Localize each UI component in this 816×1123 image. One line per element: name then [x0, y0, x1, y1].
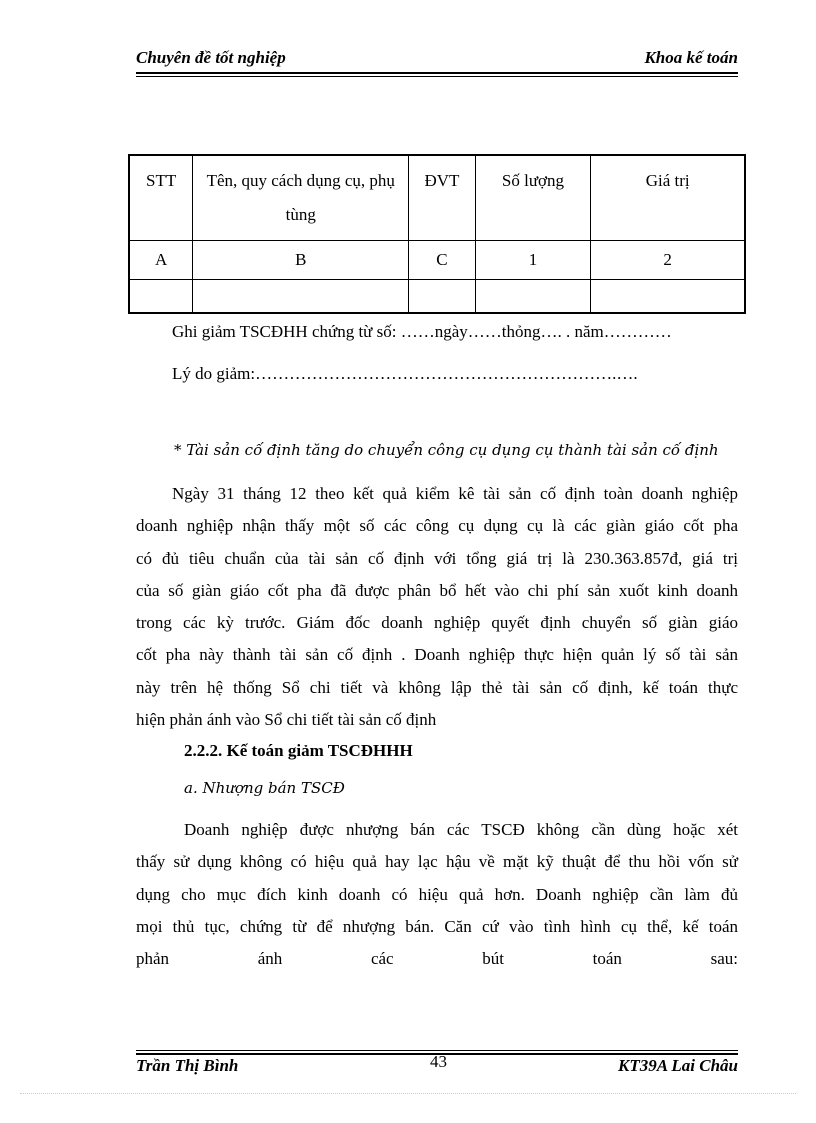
- subsection-title: a. Nhượng bán TSCĐ: [184, 779, 345, 797]
- paragraph-line: phản ánh các bút toán sau:: [136, 949, 738, 969]
- paragraph-line: này trên hệ thống Sổ chi tiết và không lập thẻ tài sản cố định, kế toán thực: [136, 677, 738, 697]
- paragraph-line: hiện phản ánh vào Sổ chi tiết tài sản cố định: [136, 710, 437, 730]
- table-cell: [409, 280, 476, 314]
- page-footer: [136, 1052, 738, 1080]
- table-header-row: [129, 155, 745, 241]
- page-number: 43: [430, 1052, 447, 1071]
- footer-author: Trần Thị Bình: [136, 1056, 239, 1075]
- table-cell: [591, 280, 745, 314]
- table-cell: [475, 280, 591, 314]
- table-cell: 2: [591, 241, 745, 280]
- footer-class: KT39A Lai Châu: [618, 1056, 738, 1075]
- page-boundary: [20, 1093, 796, 1094]
- subheading: 2.2.2. Kế toán giảm TSCĐHHH: [184, 741, 413, 760]
- paragraph-line: có đủ tiêu chuẩn của tài sản cố định với tổng giá trị là 230.363.857đ, giá trị: [136, 548, 738, 568]
- paragraph-line: thấy sử dụng không có hiệu quả hay lạc hậu về mặt kỹ thuật để thu hồi vốn sử: [136, 852, 738, 872]
- paragraph-2: [136, 814, 738, 975]
- header-rule: [136, 72, 738, 74]
- paragraph-line: doanh nghiệp nhận thấy một số các công cụ dụng cụ là các giàn giáo cốt pha: [136, 516, 738, 536]
- table-header-cell: STT: [129, 155, 193, 241]
- table-row-empty: [129, 280, 745, 314]
- paragraph-1: [136, 478, 738, 736]
- table-header-cell: Giá trị: [591, 155, 745, 241]
- table-cell: [129, 280, 193, 314]
- header-department: Khoa kế toán: [644, 48, 738, 67]
- form-line-reduction: Ghi giảm TSCĐHH chứng từ số: ……ngày……thỏng…. . năm…………: [172, 322, 672, 341]
- page-header: [136, 48, 738, 72]
- paragraph-line: dụng cho mục đích kinh doanh có hiệu quả hơn. Doanh nghiệp cần làm đủ: [136, 884, 738, 904]
- table-cell: 1: [475, 241, 591, 280]
- table-header-cell: ĐVT: [409, 155, 476, 241]
- table-header-cell: Tên, quy cách dụng cụ, phụ tùng: [193, 155, 409, 241]
- table-header-cell: Số lượng: [475, 155, 591, 241]
- header-rule-thin: [136, 76, 738, 77]
- table-cell: A: [129, 241, 193, 280]
- paragraph-line: cốt pha này thành tài sản cố định . Doanh nghiệp thực hiện quản lý số tài sản: [136, 645, 738, 665]
- paragraph-line: trong các kỳ trước. Giám đốc doanh nghiệp quyết định chuyển số giàn giáo: [136, 613, 738, 633]
- paragraph-line: Ngày 31 tháng 12 theo kết quả kiểm kê tài sản cố định toàn doanh nghiệp: [172, 484, 738, 503]
- paragraph-line: Doanh nghiệp được nhượng bán các TSCĐ không cần dùng hoặc xét: [184, 820, 738, 839]
- section-heading: * Tài sản cố định tăng do chuyển công cụ dụng cụ thành tài sản cố định: [174, 441, 719, 459]
- footer-rule-thin: [136, 1050, 738, 1051]
- table-row: [129, 241, 745, 280]
- form-line-reason: Lý do giảm:……………………………………………………….….: [172, 364, 638, 383]
- table-cell: [193, 280, 409, 314]
- paragraph-line: mọi thủ tục, chứng từ để nhượng bán. Căn cứ vào tình hình cụ thể, kế toán: [136, 916, 738, 936]
- table-cell: C: [409, 241, 476, 280]
- paragraph-line: của số giàn giáo cốt pha đã được phân bổ hết vào chi phí sản xuốt kinh doanh: [136, 580, 738, 600]
- tool-table: [128, 154, 746, 314]
- table-cell: B: [193, 241, 409, 280]
- header-title: Chuyên đề tốt nghiệp: [136, 48, 286, 67]
